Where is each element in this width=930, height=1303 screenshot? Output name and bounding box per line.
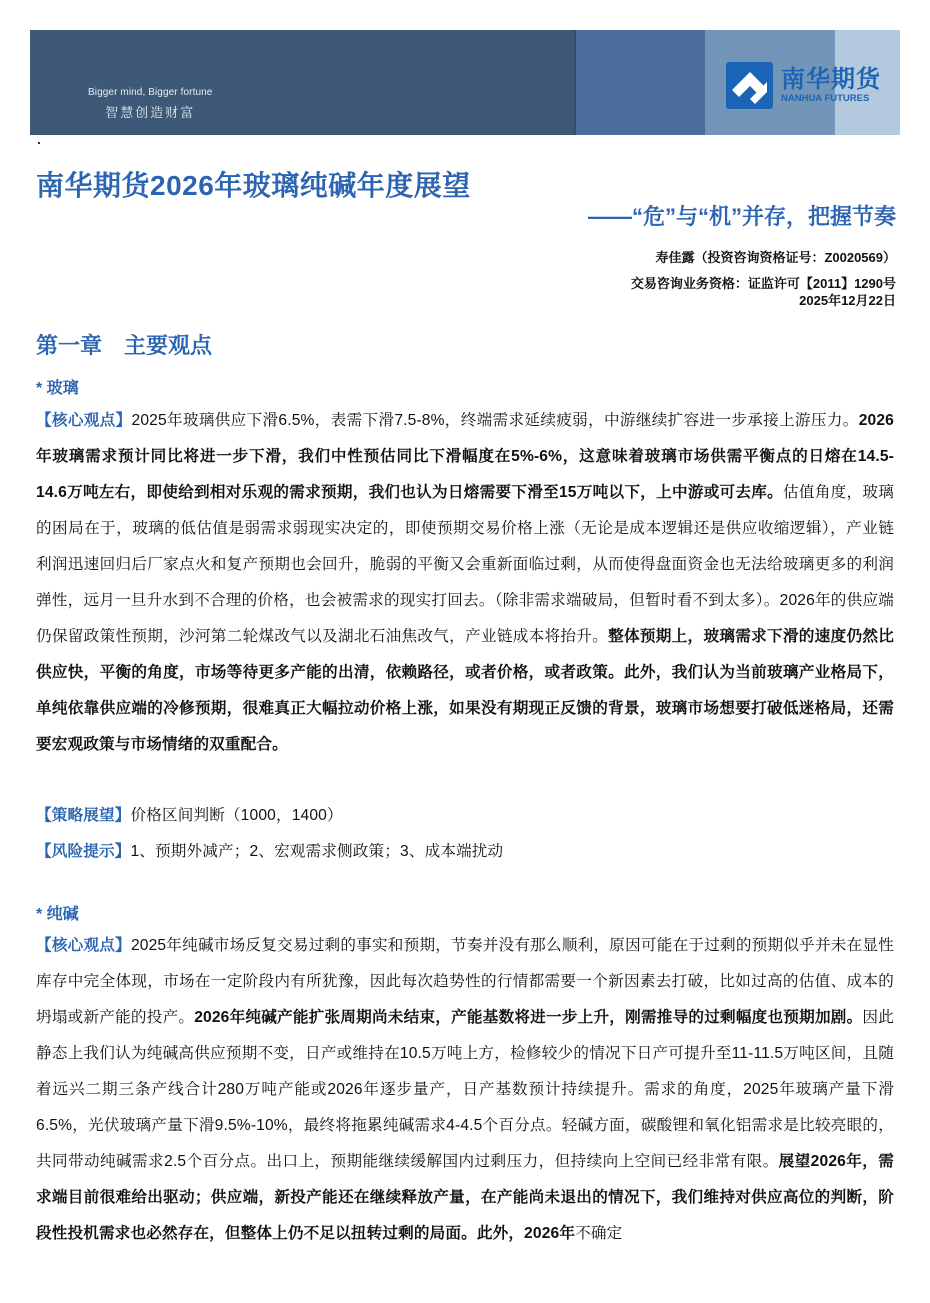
section-heading-glass: * 玻璃: [36, 380, 79, 397]
text-run: 2025年玻璃供应下滑6.5%，表需下滑7.5-8%，终端需求延续疲弱，中游继续扩容进一步承接上游压力。: [131, 412, 859, 429]
author-line: 寿佳露（投资咨询资格证号：Z0020569）: [655, 250, 896, 265]
risk-text: 1、预期外减产；2、宏观需求侧政策；3、成本端扰动: [130, 843, 504, 860]
risk-tag: 【风险提示】: [36, 843, 131, 860]
core-view-tag: 【核心观点】: [36, 937, 131, 954]
report-date: 2025年12月22日: [799, 293, 896, 308]
bold-text-run: 整体预期上，玻璃需求下滑的速度仍然比供应快，平衡的角度，市场等待更多产能的出清，依赖路径，或者价格，或者政策。此外，我们认为当前玻璃产业格局下，单纯依靠供应端的冷修预期，很难真正大幅拉动价格上涨，如果没有期现正反馈的背景，玻璃市场想要打破低迷格局，还需要宏观政策与市场情绪的双重配合。: [36, 628, 894, 753]
glass-strategy-paragraph: [36, 798, 894, 834]
bold-text-run: 展望2026年，需求端目前很难给出驱动；供应端，新投产能还在继续释放产量，在产能尚未退出的情况下，我们维持对供应高位的判断，阶段性投机需求也必然存在，但整体上仍不足以扭转过剩的局面。此外，2026年: [36, 1153, 894, 1242]
slogan: [88, 87, 212, 121]
strategy-tag: 【策略展望】: [36, 807, 131, 824]
chapter-heading: 第一章 主要观点: [36, 333, 213, 358]
glass-core-view-paragraph: [36, 403, 894, 763]
slogan-chinese: 智慧创造财富: [105, 105, 196, 120]
logo-english-name: NANHUA FUTURES: [781, 92, 870, 104]
text-run: 不确定: [575, 1225, 623, 1242]
logo-mark-icon: [726, 62, 773, 109]
soda-core-view-paragraph: [36, 928, 894, 1252]
text-run: 估值角度，玻璃的困局在于，玻璃的低估值是弱需求弱现实决定的，即使预期交易价格上涨（无论是成本逻辑还是供应收缩逻辑），产业链利润迅速回归后厂家点火和复产预期也会回升，脆弱的平衡又会重新面临过剩，从而使得盘面资金也无法给玻璃更多的利润弹性，远月一旦升水到不合理的价格，也会被需求的现实打回去。（除非需求端破局，但暂时看不到太多）。2026年的供应端仍保留政策性预期，沙河第二轮煤改气以及湖北石油焦改气，产业链成本将抬升。: [36, 484, 894, 645]
company-logo: [726, 62, 881, 109]
text-run: 2025年纯碱市场反复交易过剩的事实和预期，节奏并没有那么顺利，原因可能在于过剩的预期似乎并未在显性库存中完全体现，市场在一定阶段内有所犹豫，因此每次趋势性的行情都需要一个新因素去打破，比如过高的估值、成本的坍塌或新产能的投产。: [36, 937, 894, 1026]
stray-dot: [38, 142, 40, 144]
banner-band-dark: [30, 30, 574, 135]
text-run: 因此静态上我们认为纯碱高供应预期不变，日产或维持在10.5万吨上方，检修较少的情况下日产可提升至11-11.5万吨区间，且随着远兴二期三条产线合计280万吨产能或2026年逐步量产，日产基数预计持续提升。需求的角度，2025年玻璃产量下滑6.5%，光伏玻璃产量下滑9.5%-10%，最终将拖累纯碱需求4-4.5个百分点。轻碱方面，碳酸锂和氧化铝需求是比较亮眼的，共同带动纯碱需求2.5个百分点。出口上，预期能继续缓解国内过剩压力，但持续向上空间已经非常有限。: [36, 1009, 894, 1170]
strategy-text: 价格区间判断（1000，1400）: [130, 807, 343, 824]
report-subtitle: ——“危”与“机”并存，把握节奏: [587, 204, 896, 229]
bold-text-run: 2026年玻璃需求预计同比将进一步下滑，我们中性预估同比下滑幅度在5%-6%，这意味着玻璃市场供需平衡点的日熔在14.5-14.6万吨左右，即使给到相对乐观的需求预期，我们也认为日熔需要下滑至15万吨以下，上中游或可去库。: [36, 412, 894, 501]
glass-risk-paragraph: [36, 834, 894, 870]
bold-text-run: 2026年纯碱产能扩张周期尚未结束，产能基数将进一步上升，刚需推导的过剩幅度也预期加剧。: [194, 1009, 863, 1026]
report-title: 南华期货2026年玻璃纯碱年度展望: [36, 170, 471, 201]
core-view-tag: 【核心观点】: [36, 412, 132, 429]
section-heading-soda-ash: * 纯碱: [36, 906, 79, 923]
logo-chinese-name: 南华期货: [781, 65, 881, 93]
slogan-english: Bigger mind, Bigger fortune: [88, 87, 213, 98]
license-line: 交易咨询业务资格：证监许可【2011】1290号: [630, 276, 896, 291]
banner-band-mid: [574, 30, 706, 135]
